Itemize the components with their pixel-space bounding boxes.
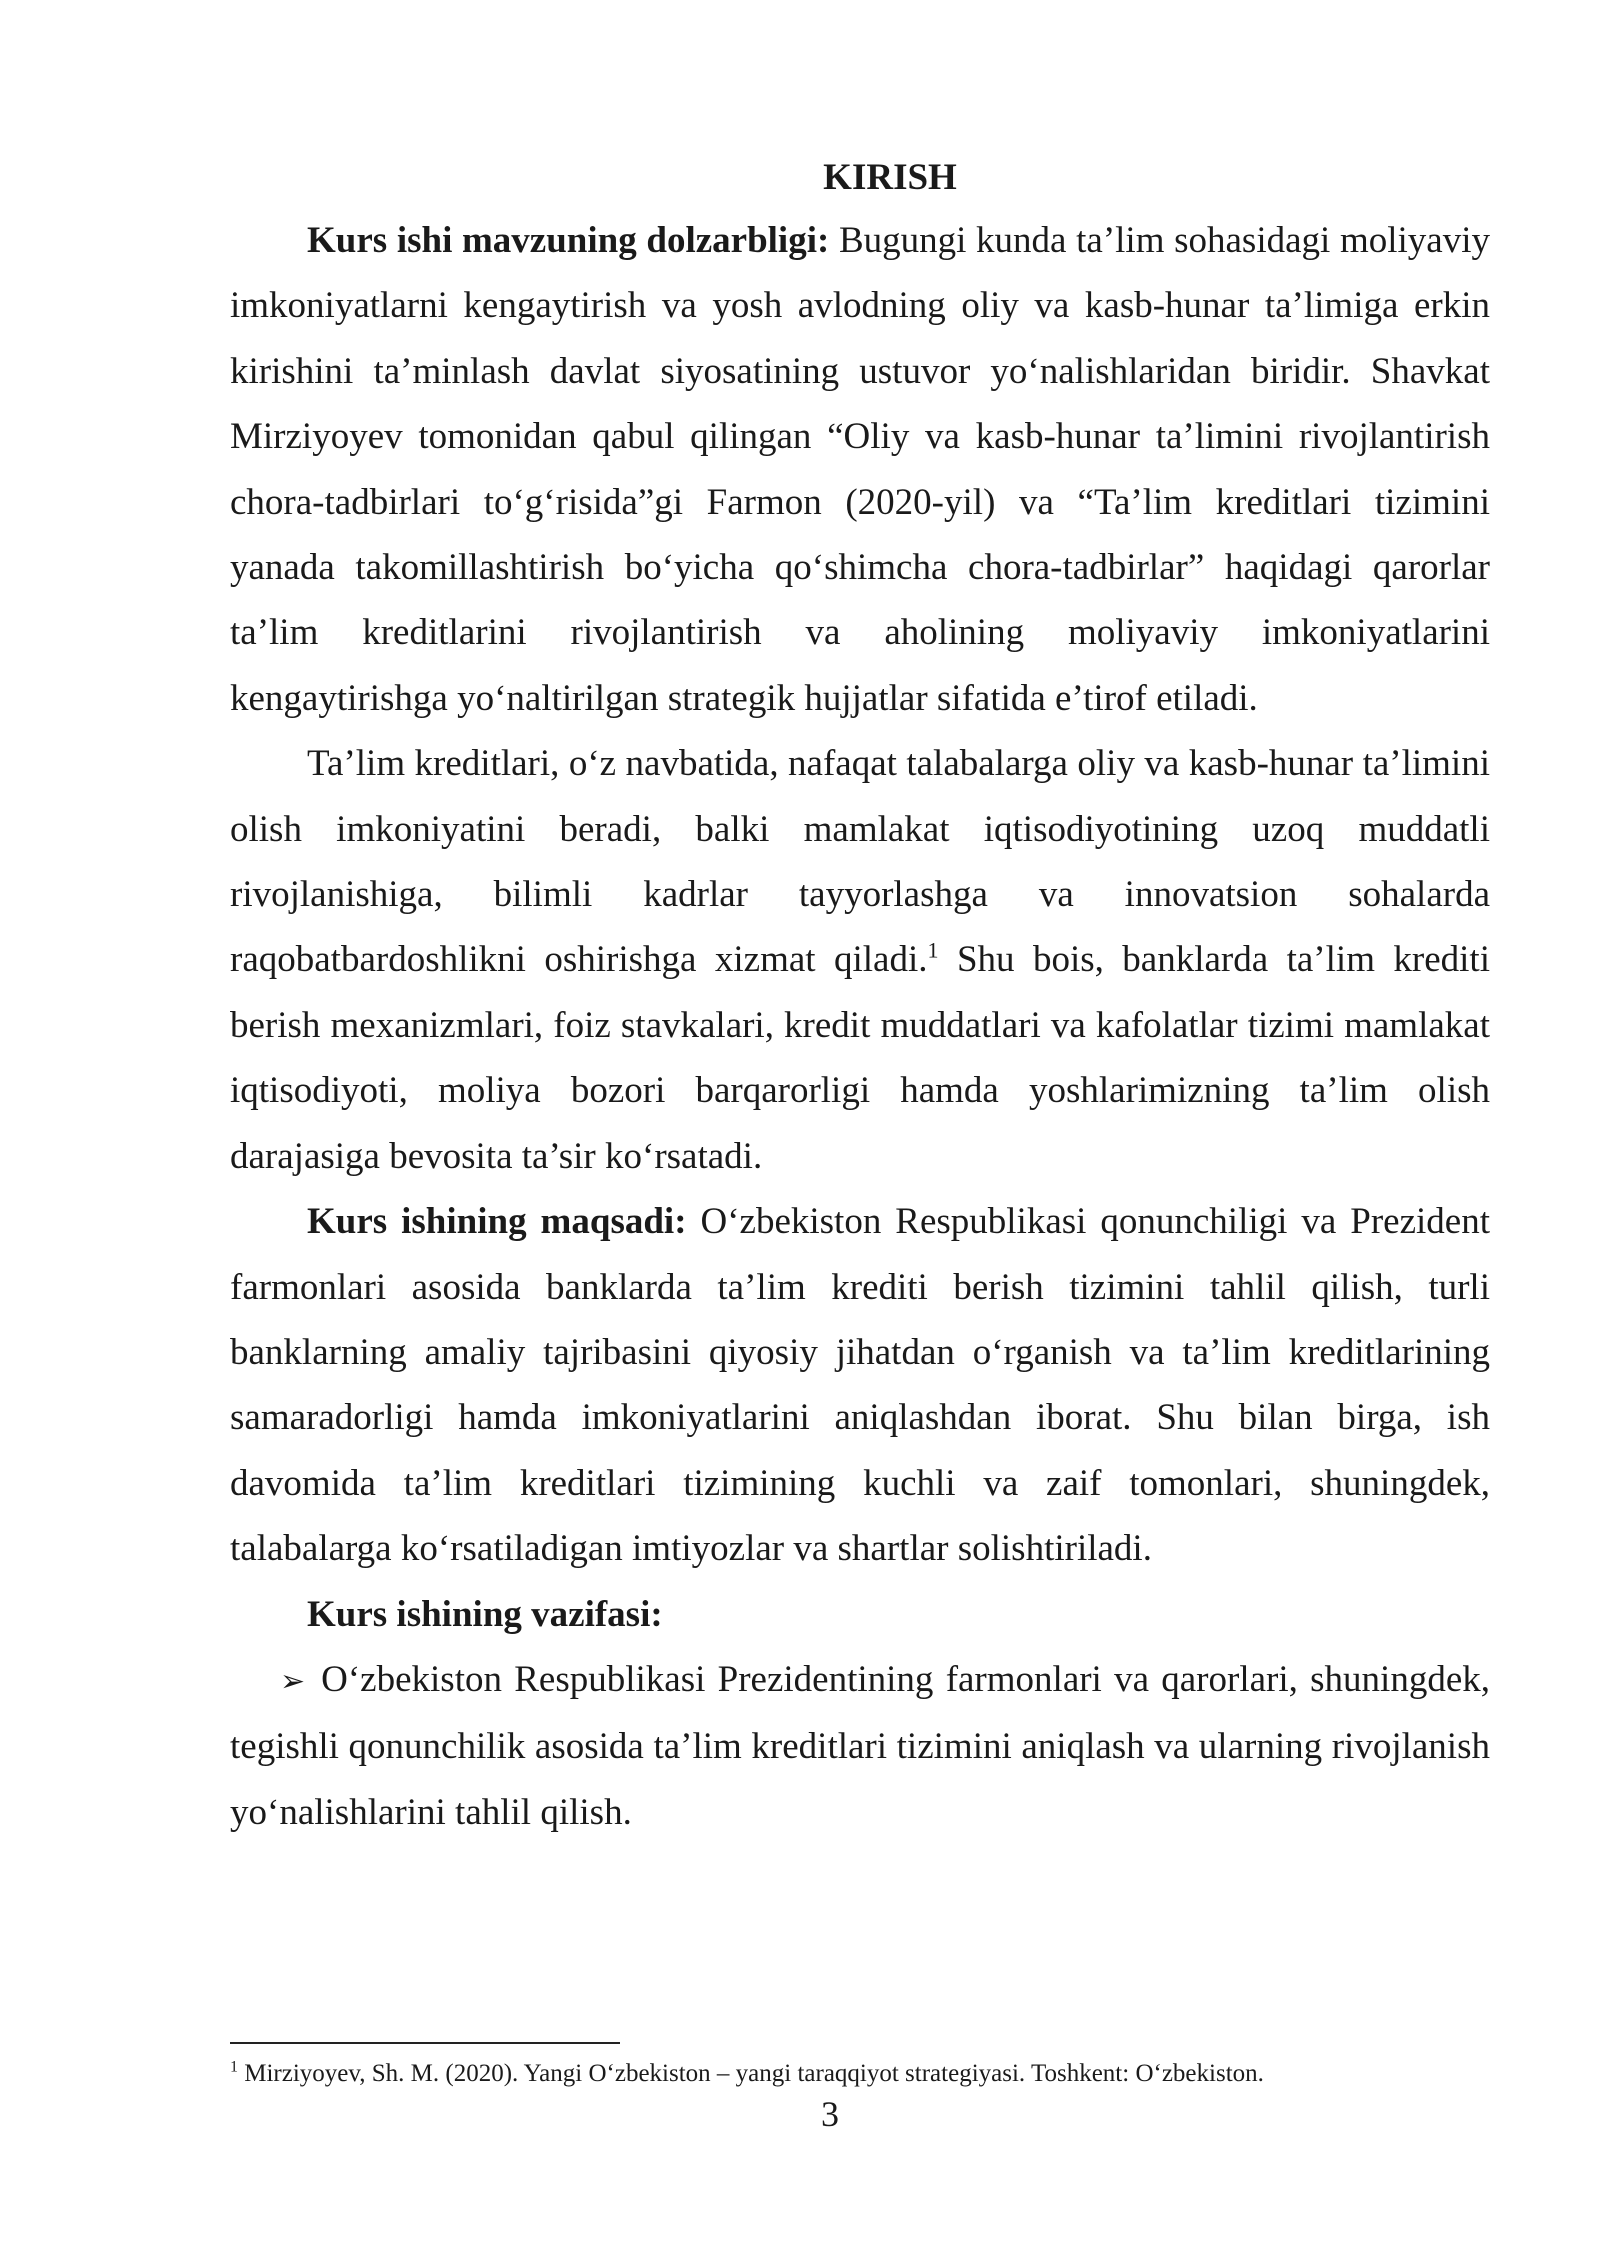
page-number: 3 [821, 2094, 839, 2134]
paragraph-goal [230, 1189, 1490, 1581]
task-list-item [230, 1647, 1490, 1845]
education-credits-text-after: Shu bois, banklarda ta’lim krediti berish mexanizmlari, foiz stavkalari, kredit muddatlari va kafolatlar tizimi mamlakat iqtisodiyoti, moliya bozori barqarorligi hamda yoshlarimizning ta’lim olish darajasiga bevosita ta’sir ko‘rsatadi. [230, 939, 1490, 1177]
relevance-text: Bugungi kunda ta’lim sohasidagi moliyaviy imkoniyatlarni kengaytirish va yosh avlodning oliy va kasb-hunar ta’limiga erkin kirishini ta’minlash davlat siyosatining ustuvor yo‘nalishlaridan biridir. Shavkat Mirziyoyev tomonidan qabul qilingan “Oliy va kasb-hunar ta’limini rivojlantirish chora-tadbirlari to‘g‘risida”gi Farmon (2020-yil) va “Ta’lim kreditlari tizimini yanada takomillashtirish bo‘yicha qo‘shimcha chora-tadbirlar” haqidagi qarorlar ta’lim kreditlarini rivojlantirish va aholining moliyaviy imkoniyatlarini kengaytirishga yo‘naltirilgan strategik hujjatlar sifatida e’tirof etiladi. [230, 220, 1490, 719]
paragraph-tasks [230, 1582, 1490, 1647]
goal-text: O‘zbekiston Respublikasi qonunchiligi va Prezident farmonlari asosida banklarda ta’lim krediti berish tizimini tahlil qilish, turli banklarning amaliy tajribasini qiyosiy jihatdan o‘rganish va ta’lim kreditlarining samaradorligi hamda imkoniyatlarini aniqlashdan iborat. Shu bilan birga, ish davomida ta’lim kreditlari tizimining kuchli va zaif tomonlari, shuningdek, talabalarga ko‘rsatiladigan imtiyozlar va shartlar solishtiriladi. [230, 1201, 1490, 1570]
education-credits-text-before: Ta’lim kreditlari, o‘z navbatida, nafaqat talabalarga oliy va kasb-hunar ta’limini olish imkoniyatini beradi, balki mamlakat iqtisodiyotining uzoq muddatli rivojlanishiga, bilimli kadrlar tayyorlashga va innovatsion sohalarda raqobatbardoshlikni oshirishga xizmat qiladi. [230, 743, 1490, 981]
section-heading: KIRISH [823, 157, 957, 198]
arrow-bullet-icon: ➢ [280, 1663, 306, 1699]
tasks-label: Kurs ishining vazifasi: [307, 1593, 663, 1635]
task-item-text: O‘zbekiston Respublikasi Prezidentining farmonlari va qarorlari, shuningdek, tegishli qonunchilik asosida ta’lim kreditlari tizimini aniqlash va ularning rivojlanish yo‘nalishlarini tahlil qilish. [230, 1658, 1490, 1833]
footnote-number: 1 [230, 2058, 238, 2076]
paragraph-education-credits [230, 731, 1490, 1189]
goal-label: Kurs ishining maqsadi: [307, 1201, 687, 1243]
relevance-label: Kurs ishi mavzuning dolzarbligi: [307, 220, 830, 261]
page-body [230, 148, 1490, 1845]
paragraph-relevance [230, 208, 1490, 731]
footnote-reference[interactable]: 1 [927, 938, 939, 964]
footnote [230, 2056, 1490, 2092]
footnote-separator [230, 2042, 620, 2044]
footnote-text: Mirziyoyev, Sh. M. (2020). Yangi O‘zbekiston – yangi taraqqiyot strategiyasi. Toshkent: O‘zbekiston. [238, 2060, 1264, 2087]
